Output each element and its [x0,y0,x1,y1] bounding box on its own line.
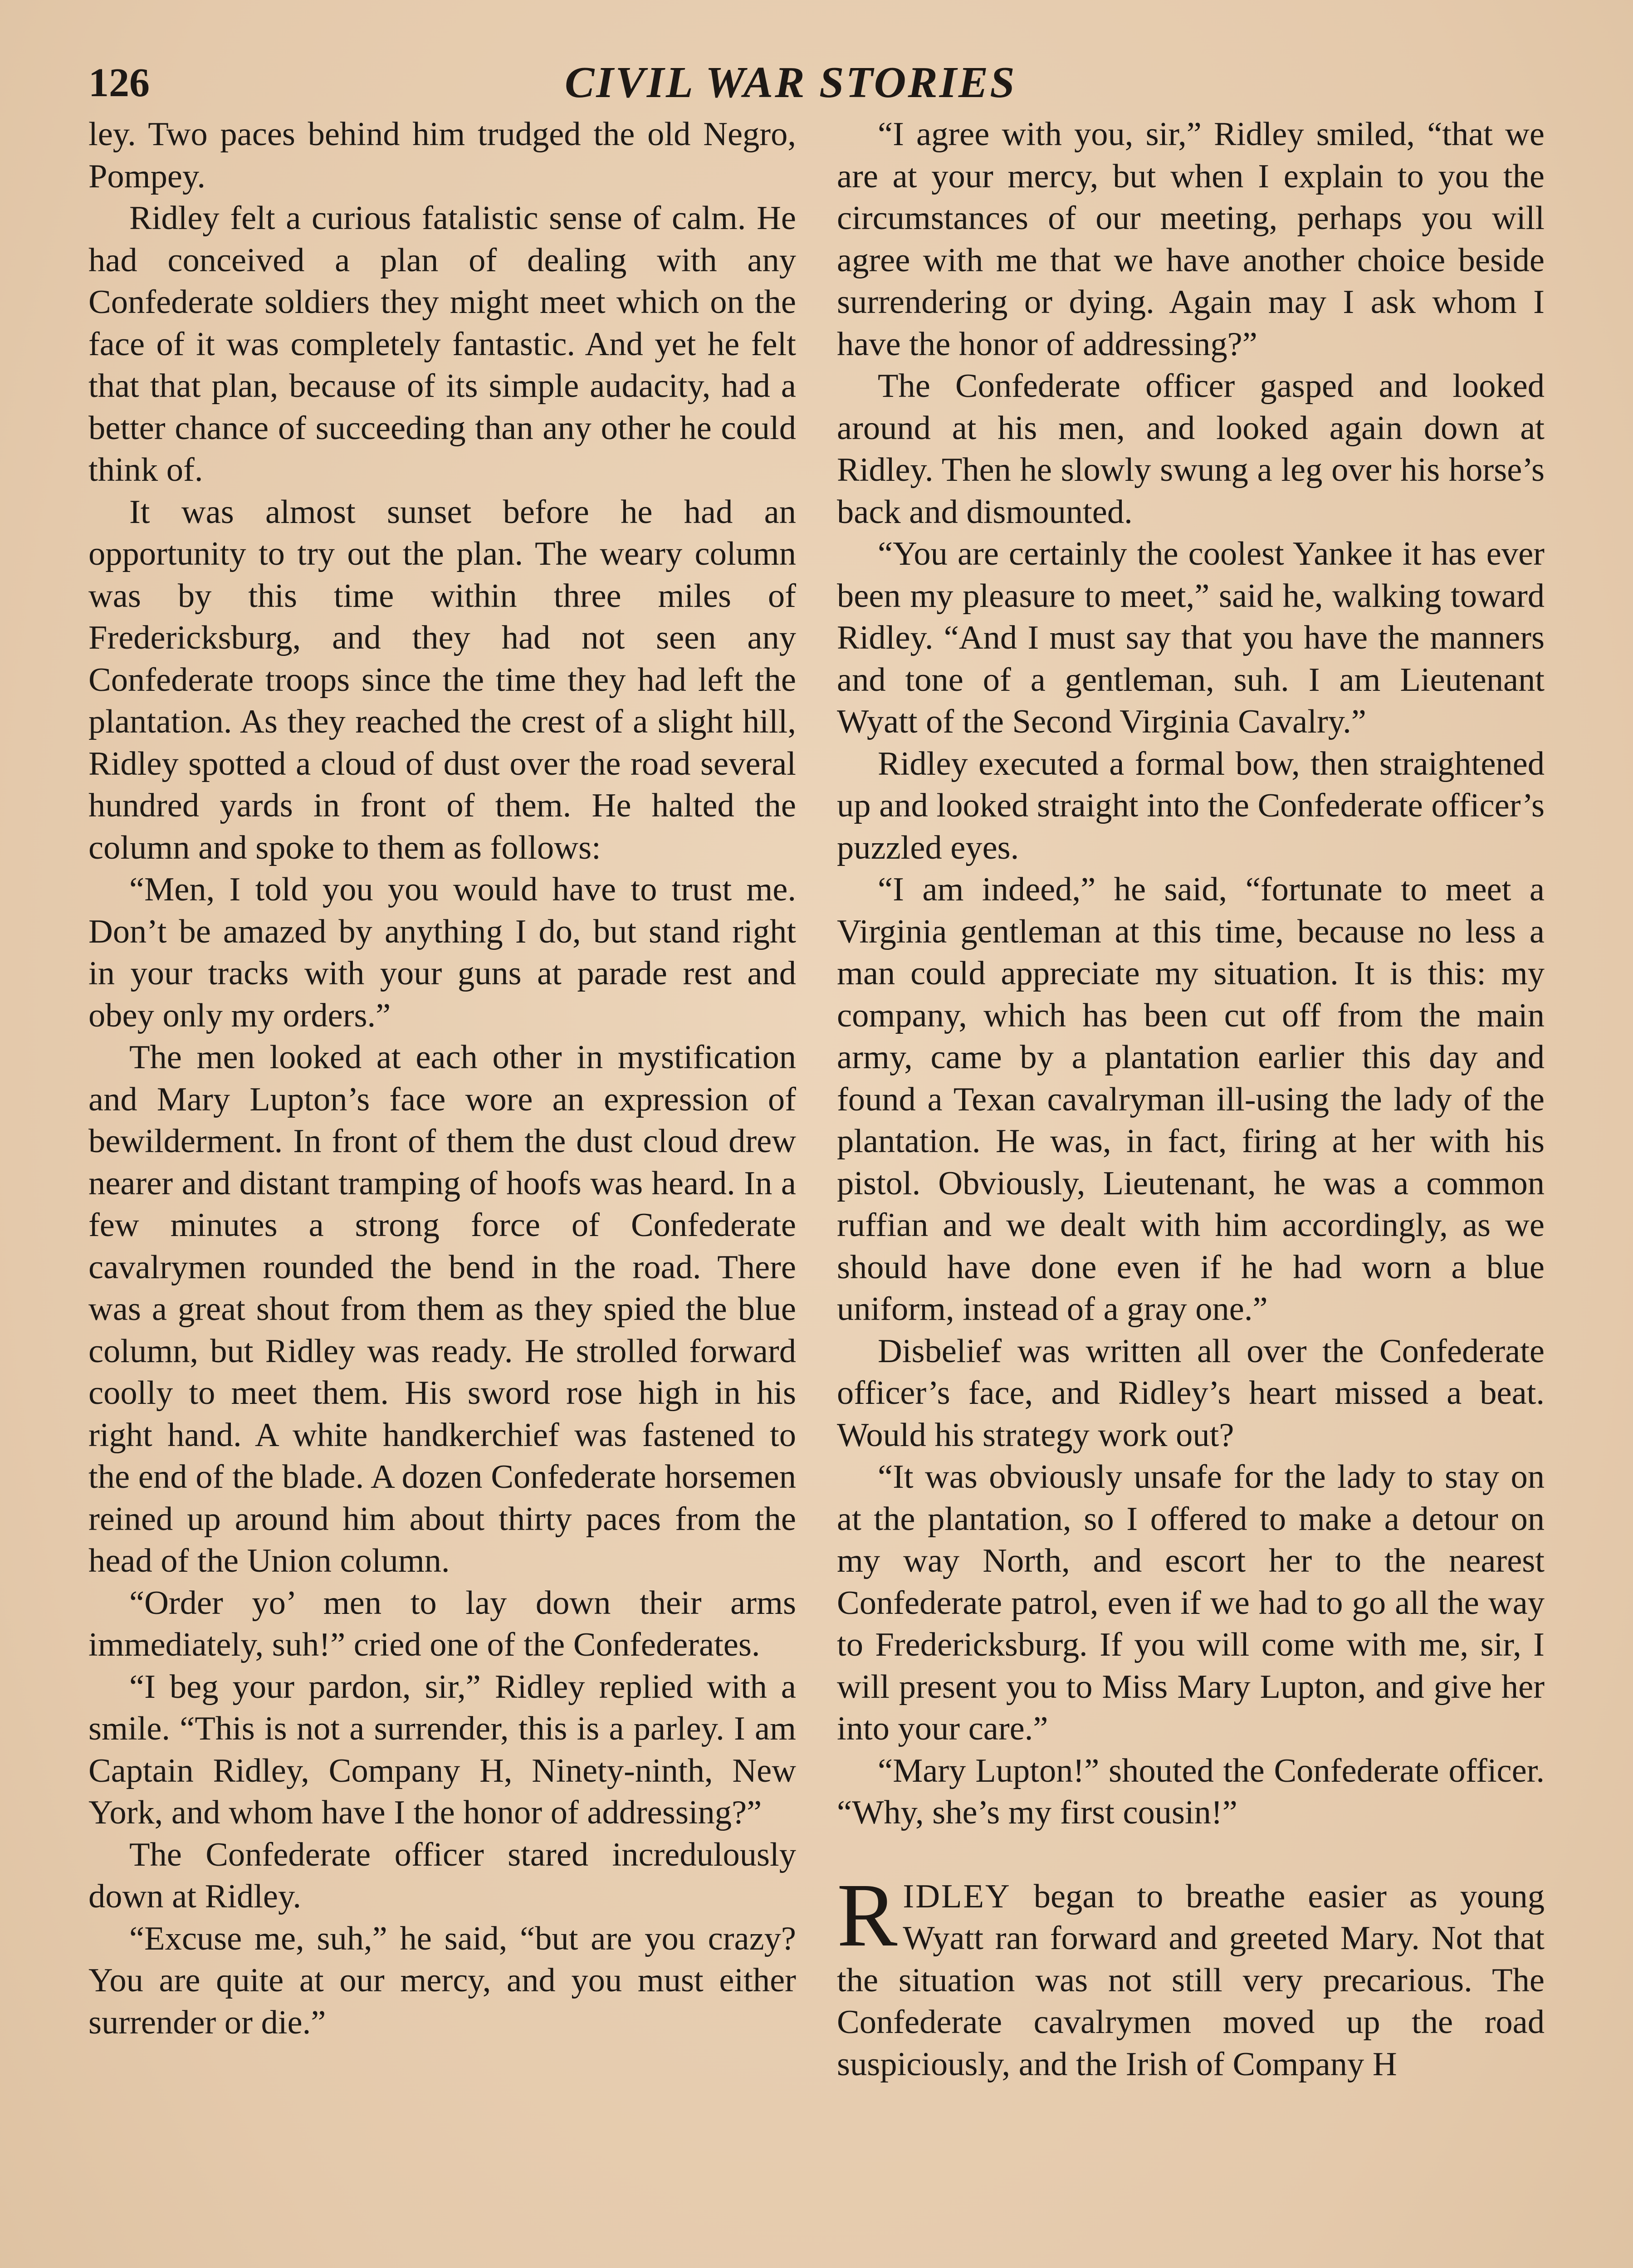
paragraph: The men looked at each other in mystification and Mary Lupton’s face wore an expression of bewilderment. In front of them the dust cloud drew nearer and distant tramping of hoofs was heard. In a few minutes a strong force of Confederate cavalrymen rounded the bend in the road. There was a great shout from them as they spied the blue column, but Ridley was ready. He strolled forward coolly to meet them. His sword rose high in his right hand. A white handkerchief was fastened to the end of the blade. A dozen Confederate horsemen reined up around him about thirty paces from the head of the Union column. [88,1039,796,1579]
paragraph: Disbelief was written all over the Confederate officer’s face, and Ridley’s heart missed a beat. Would his strategy work out? [837,1332,1545,1454]
paragraph: “I agree with you, sir,” Ridley smiled, “that we are at your mercy, but when I explain to you the circumstances of our meeting, perhaps you will agree with me that we have another choice beside surrendering or dying. Again may I ask whom I have the honor of addressing?” [837,116,1545,363]
drop-cap: R [837,1865,898,1965]
paragraph: “Men, I told you you would have to trust me. Don’t be amazed by anything I do, but stand right in your tracks with your guns at parade rest and obey only my orders.” [88,871,796,1034]
paragraph: The Confederate officer gasped and looked around at his men, and looked again down at Ridley. Then he slowly swung a leg over his horse’s back and dismounted. [837,367,1545,531]
running-title: CIVIL WAR STORIES [565,58,1017,107]
paragraph: “Excuse me, suh,” he said, “but are you crazy? You are quite at our mercy, and you must either surrender or die.” [88,1920,796,2041]
left-text-column [88,113,796,2268]
right-text-column [837,113,1545,2268]
paragraph: “Order yo’ men to lay down their arms immediately, suh!” cried one of the Confederates. [88,1584,796,1663]
lead-in-word: IDLEY [903,1877,1011,1915]
paragraph: Ridley executed a formal bow, then straightened up and looked straight into the Confederate officer’s puzzled eyes. [837,745,1545,866]
paragraph: “I am indeed,” he said, “fortunate to meet a Virginia gentleman at this time, because no less a man could appreciate my situation. It is this: my company, which has been cut off from the main army, came by a plantation earlier this day and found a Texan cavalryman ill-using the lady of the plantation. He was, in fact, firing at her with his pistol. Obviously, Lieutenant, he was a common ruffian and we dealt with him accordingly, as we should have done even if he had worn a blue uniform, instead of a gray one.” [837,871,1545,1328]
paragraph: “I beg your pardon, sir,” Ridley replied with a smile. “This is not a surrender, this is a parley. I am Captain Ridley, Company H, Ninety-ninth, New York, and whom have I the honor of addressing?” [88,1668,796,1831]
section-text: began to breathe easier as young Wyatt ran forward and greeted Mary. Not that the situation was not still very precarious. The Confederate cavalrymen moved up the road suspiciously, and the Irish of Company H [837,1877,1545,2083]
paragraph: “You are certainly the coolest Yankee it has ever been my pleasure to meet,” said he, walking toward Ridley. “And I must say that you have the manners and tone of a gentleman, suh. I am Lieutenant Wyatt of the Second Virginia Cavalry.” [837,535,1545,740]
paragraph: “It was obviously unsafe for the lady to stay on at the plantation, so I offered to make a detour on my way North, and escort her to the nearest Confederate patrol, even if we had to go all the way to Fredericksburg. If you will come with me, sir, I will present you to Miss Mary Lupton, and give her into your care.” [837,1458,1545,1747]
paragraph: “Mary Lupton!” shouted the Confederate officer. “Why, she’s my first cousin!” [837,1752,1545,1831]
paragraph: Ridley felt a curious fatalistic sense of calm. He had conceived a plan of dealing with any Confederate soldiers they might meet which on the face of it was completely fantastic. And yet he felt that that plan, because of its simple audacity, had a better chance of succeeding than any other he could think of. [88,200,796,489]
page-header [88,54,1545,111]
page-number: 126 [88,60,150,105]
section-opening-paragraph [837,1865,1545,2086]
paragraph-continuation: ley. Two paces behind him trudged the old Negro, Pompey. [88,116,796,195]
paragraph: It was almost sunset before he had an opportunity to try out the plan. The weary column was by this time within three miles of Fredericksburg, and they had not seen any Confederate troops since the time they had left the plantation. As they reached the crest of a slight hill, Ridley spotted a cloud of dust over the road several hundred yards in front of them. He halted the column and spoke to them as follows: [88,493,796,866]
paragraph: The Confederate officer stared incredulously down at Ridley. [88,1836,796,1915]
